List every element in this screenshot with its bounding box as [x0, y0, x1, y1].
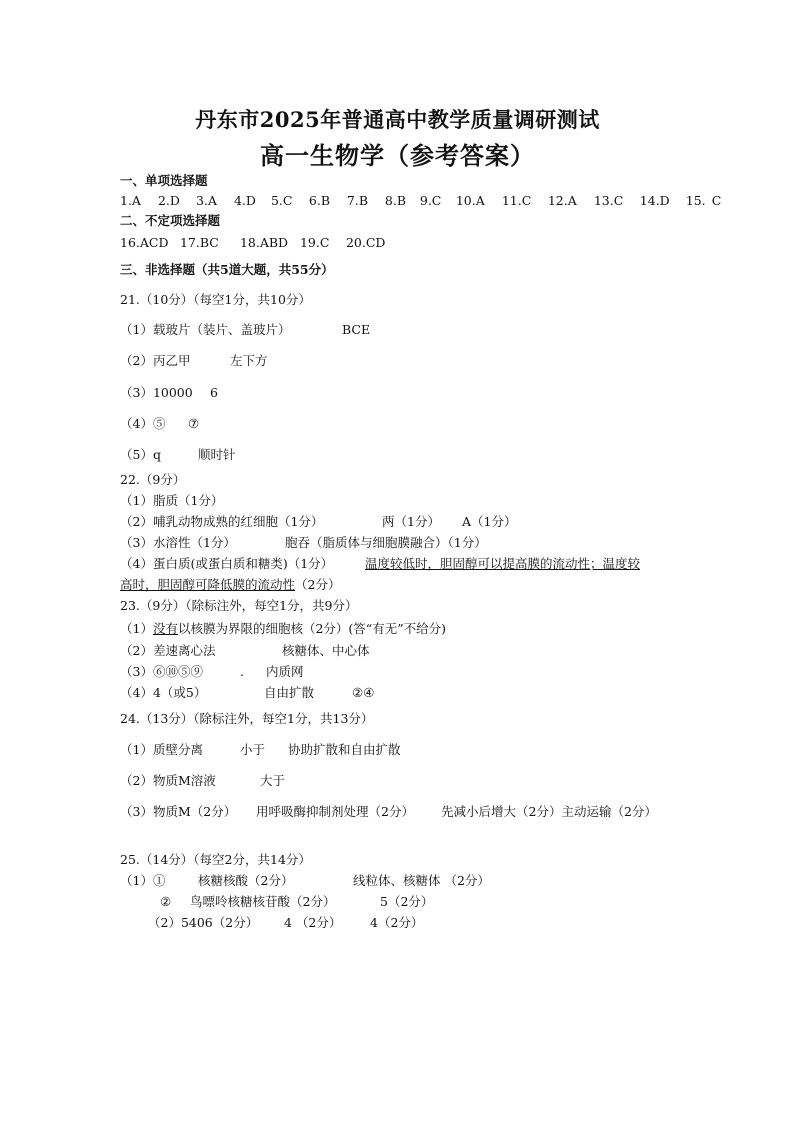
answer-row — [120, 193, 721, 209]
answer-line — [120, 385, 218, 401]
answer-line — [120, 514, 516, 530]
answer-line — [120, 577, 340, 593]
answer-item: 13.C — [593, 193, 624, 208]
answer-text: （3）物质M（2分） — [120, 804, 237, 819]
answer-item: C — [711, 193, 722, 208]
answer-text: . — [240, 664, 244, 679]
answer-text: A（1分） — [462, 514, 517, 529]
question-header: 23.（9分）（除标注外，每空1分，共9分） — [120, 598, 358, 613]
answer-line — [120, 742, 401, 758]
answer-item: 4.D — [233, 193, 256, 208]
answer-item: 9.C — [419, 193, 442, 208]
answer-text: BCE — [342, 322, 371, 337]
answer-item: 10.A — [455, 193, 485, 208]
answer-item: 5.C — [270, 193, 293, 208]
answer-line — [148, 915, 423, 931]
answer-text: 以核膜为界限的细胞核（2分）(答“有无”不给分) — [177, 621, 446, 636]
answer-text: 顺时针 — [198, 447, 236, 462]
answer-line — [120, 685, 374, 701]
answer-line — [120, 643, 370, 659]
answer-item: 11.C — [501, 193, 532, 208]
answer-text: 6 — [210, 385, 218, 400]
answer-text: ⑦ — [188, 416, 200, 431]
answer-line — [120, 664, 304, 680]
answer-text: ②④ — [352, 685, 375, 700]
answer-text: 核糖核酸（2分） — [198, 873, 294, 888]
answer-text: ② — [160, 894, 172, 909]
answer-text: （1）载玻片（装片、盖玻片） — [120, 322, 291, 337]
answer-line — [120, 353, 268, 369]
answer-text: 协助扩散和自由扩散 — [288, 742, 401, 757]
answer-line — [120, 804, 657, 820]
answer-line — [120, 556, 640, 572]
question-header: 24.（13分）（除标注外，每空1分，共13分） — [120, 711, 374, 726]
answer-row — [120, 235, 385, 251]
answer-line — [160, 894, 433, 910]
answer-item: 18.ABD — [239, 235, 289, 250]
answer-item: 6.B — [308, 193, 331, 208]
answer-line — [120, 873, 490, 889]
answer-item: 12.A — [547, 193, 577, 208]
answer-item: 17.BC — [179, 235, 219, 250]
answer-line — [120, 773, 285, 789]
document-subtitle: 高一生物学（参考答案） — [260, 141, 535, 170]
answer-text: （1） — [120, 621, 153, 636]
answer-text: 左下方 — [230, 353, 268, 368]
answer-text: 先减小后增大（2分）主动运输（2分） — [441, 804, 657, 819]
answer-text: 4 （2分） — [284, 915, 342, 930]
answer-item: 20.CD — [345, 235, 386, 250]
answer-text: 4（2分） — [370, 915, 424, 930]
answer-text: 大于 — [260, 773, 286, 788]
answer-text: 线粒体、核糖体 （2分） — [353, 873, 490, 888]
document-title: 丹东市2025年普通高中教学质量调研测试 — [195, 107, 600, 132]
section-heading: 二、不定项选择题 — [120, 213, 221, 228]
answer-line — [120, 322, 370, 338]
answer-text: 鸟嘌呤核糖核苷酸（2分） — [190, 894, 336, 909]
answer-text: 胞吞（脂质体与细胞膜融合）（1分） — [285, 535, 487, 550]
answer-text: 核糖体、中心体 — [282, 643, 370, 658]
answer-text: （1）质壁分离 — [120, 742, 203, 757]
answer-line: （1）脂质（1分） — [120, 493, 224, 508]
answer-text: 小于 — [240, 742, 266, 757]
answer-text: （2）5406（2分） — [148, 915, 259, 930]
answer-line — [120, 621, 446, 637]
answer-text: （5）q — [120, 447, 161, 462]
answer-line — [120, 416, 199, 432]
answer-text: 5（2分） — [380, 894, 434, 909]
question-header: 25.（14分）（每空2分，共14分） — [120, 852, 311, 867]
answer-text: （3）⑥⑩⑤⑨ — [120, 664, 203, 679]
question-header: 22.（9分） — [120, 472, 186, 487]
section-heading: 三、非选择题（共5道大题，共55分） — [120, 262, 334, 277]
answer-item: 16.ACD — [120, 235, 169, 250]
answer-text: （2分） — [295, 577, 341, 592]
answer-item: 1.A — [120, 193, 141, 208]
answer-text: 自由扩散 — [264, 685, 315, 700]
answer-text: （2）哺乳动物成熟的红细胞（1分） — [120, 514, 324, 529]
answer-text: （2）差速离心法 — [120, 643, 216, 658]
answer-item: 7.B — [346, 193, 369, 208]
question-header: 21.（10分）（每空1分，共10分） — [120, 292, 311, 307]
answer-line — [120, 447, 236, 463]
answer-text: 用呼吸酶抑制剂处理（2分） — [256, 804, 414, 819]
underlined-answer: 温度较低时，胆固醇可以提高膜的流动性；温度较 — [365, 556, 641, 571]
answer-text: 两（1分） — [382, 514, 440, 529]
answer-text: （3）10000 — [120, 385, 193, 400]
answer-item: 15. — [685, 193, 706, 208]
answer-item: 14.D — [639, 193, 670, 208]
answer-text: （1）① — [120, 873, 166, 888]
answer-item: 3.A — [195, 193, 217, 208]
answer-text: （4）4（或5） — [120, 685, 207, 700]
underlined-answer: 没有 — [152, 621, 178, 636]
answer-item: 19.C — [299, 235, 330, 250]
answer-item: 2.D — [157, 193, 180, 208]
answer-text: 内质网 — [266, 664, 304, 679]
answer-text: （3）水溶性（1分） — [120, 535, 236, 550]
answer-item: 8.B — [384, 193, 407, 208]
section-heading: 一、单项选择题 — [120, 173, 208, 188]
underlined-answer: 高时，胆固醇可降低膜的流动性 — [120, 577, 296, 592]
answer-text: （4）⑤ — [120, 416, 166, 431]
answer-text: （2）丙乙甲 — [120, 353, 191, 368]
answer-line — [120, 535, 487, 551]
answer-text: （2）物质M溶液 — [120, 773, 216, 788]
answer-text: （4）蛋白质(或蛋白质和糖类)（1分） — [120, 556, 334, 571]
